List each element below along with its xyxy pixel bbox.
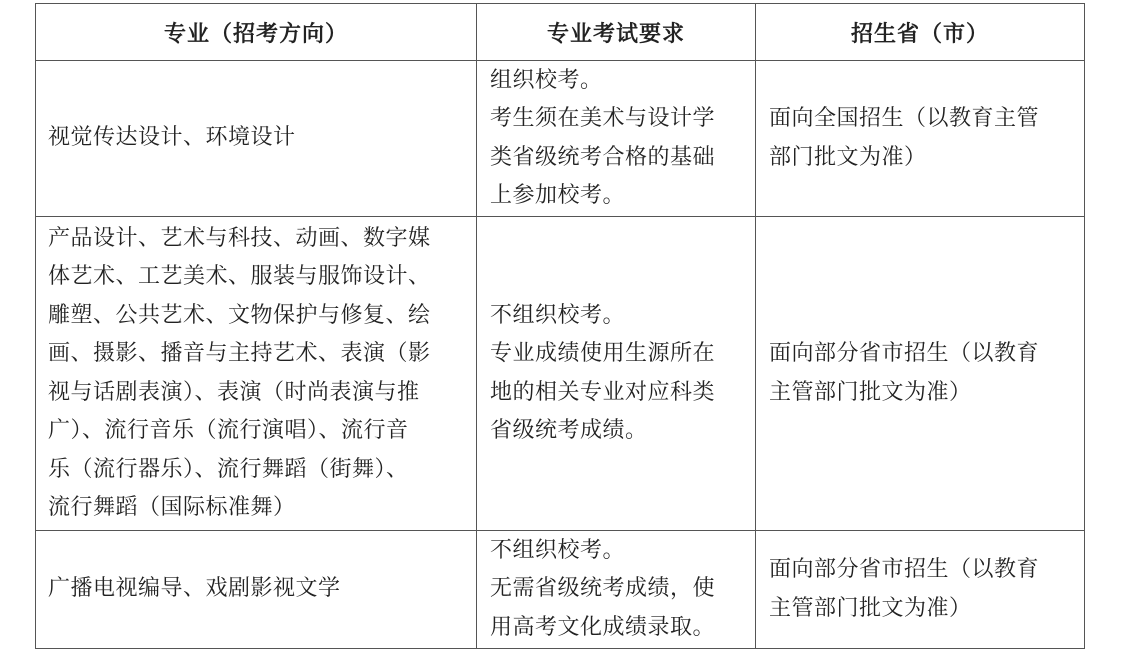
province-line: 面向部分省市招生（以教育	[769, 557, 1040, 582]
cell-exam-requirement	[477, 531, 756, 649]
exam-line: 类省级统考合格的基础	[490, 144, 716, 170]
cell-major	[36, 531, 477, 649]
table-row	[36, 531, 1085, 649]
exam-line: 专业成绩使用生源所在	[490, 341, 716, 366]
province-line: 面向部分省市招生（以教育	[769, 341, 1040, 366]
exam-line: 省级统考成绩。	[490, 418, 648, 443]
major-line: 视与话剧表演）、表演（时尚表演与推	[48, 379, 420, 405]
major-line: 体艺术、工艺美术、服装与服饰设计、	[48, 264, 431, 289]
major-line: 雕塑、公共艺术、文物保护与修复、绘	[48, 302, 431, 328]
cell-exam-requirement	[477, 217, 756, 531]
province-line: 主管部门批文为准）	[769, 379, 972, 405]
cell-province	[756, 61, 1085, 217]
exam-line: 不组织校考。	[490, 302, 626, 328]
exam-line: 考生须在美术与设计学	[490, 106, 716, 131]
major-line: 广）、流行音乐（流行演唱）、流行音	[48, 418, 409, 443]
cell-exam-requirement	[477, 61, 756, 217]
exam-line: 无需省级统考成绩，使	[490, 576, 716, 602]
admissions-table	[35, 3, 1085, 649]
table-header-row	[36, 4, 1085, 61]
exam-line: 不组织校考。	[490, 537, 626, 563]
province-line: 部门批文为准）	[769, 144, 927, 170]
major-line: 产品设计、艺术与科技、动画、数字媒	[48, 225, 431, 251]
major-line: 乐（流行器乐）、流行舞蹈（街舞）、	[48, 456, 409, 482]
cell-province	[756, 217, 1085, 531]
major-line: 视觉传达设计、环境设计	[48, 125, 296, 151]
major-line: 广播电视编导、戏剧影视文学	[48, 576, 341, 602]
cell-major	[36, 217, 477, 531]
exam-line: 组织校考。	[490, 67, 603, 93]
province-line: 面向全国招生（以教育主管	[769, 106, 1040, 131]
exam-line: 用高考文化成绩录取。	[490, 614, 716, 640]
exam-line: 上参加校考。	[490, 183, 626, 208]
header-exam-requirement: 专业考试要求	[477, 4, 756, 61]
province-line: 主管部门批文为准）	[769, 595, 972, 621]
exam-line: 地的相关专业对应科类	[490, 379, 716, 405]
major-line: 画、摄影、播音与主持艺术、表演（影	[48, 341, 431, 366]
cell-major	[36, 61, 477, 217]
major-line: 流行舞蹈（国际标准舞）	[48, 495, 296, 520]
header-province: 招生省（市）	[756, 4, 1085, 61]
header-major: 专业（招考方向）	[36, 4, 477, 61]
table-row	[36, 61, 1085, 217]
cell-province	[756, 531, 1085, 649]
table-row	[36, 217, 1085, 531]
